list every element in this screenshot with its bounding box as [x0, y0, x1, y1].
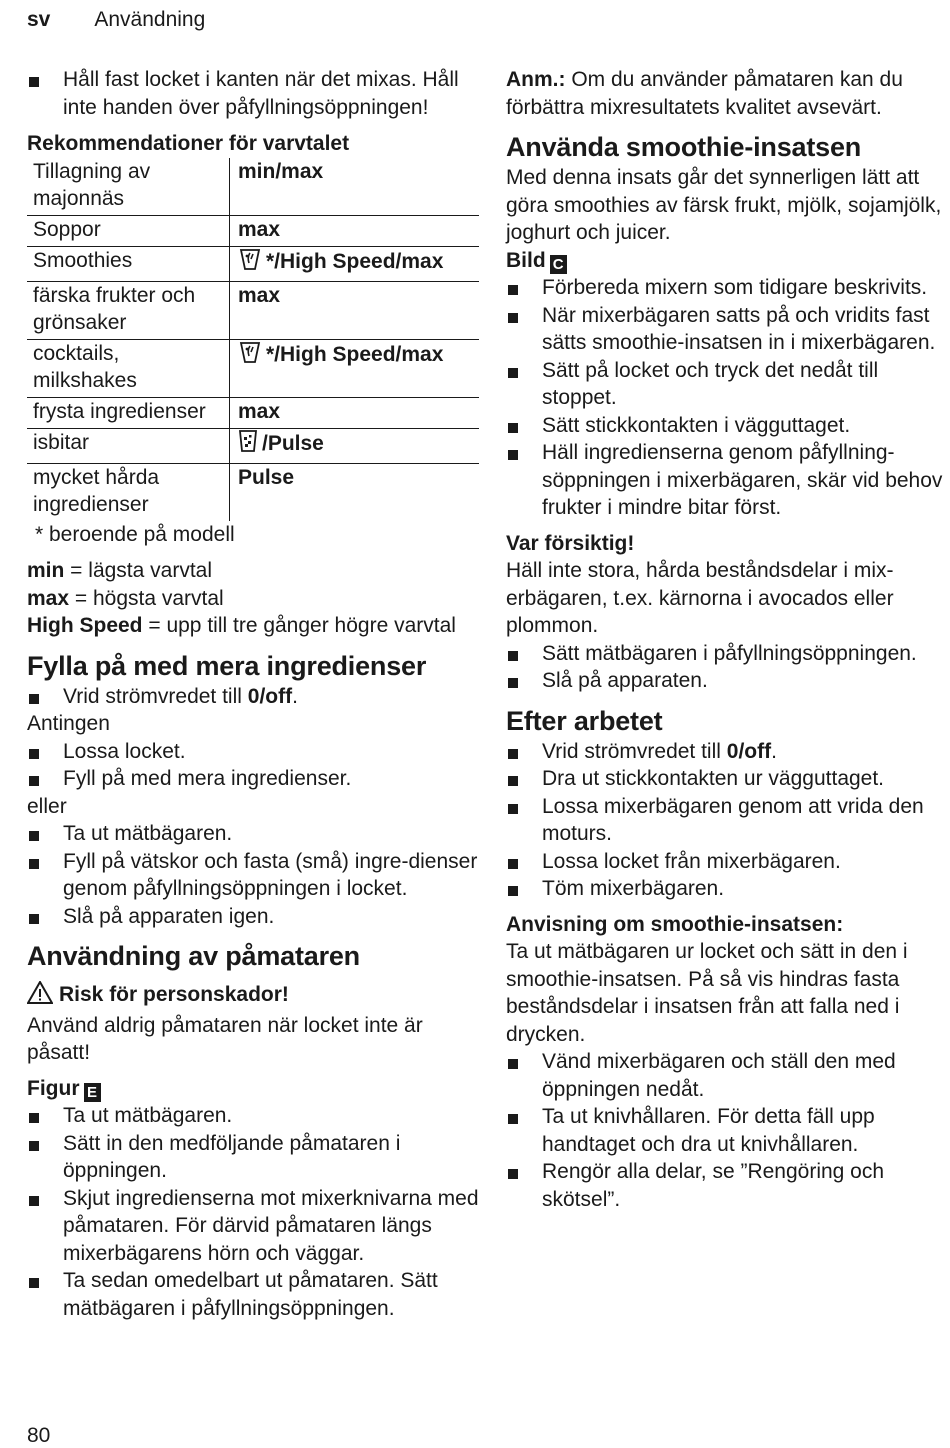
language-code: sv	[27, 8, 51, 31]
speed-setting-text: */High Speed/max	[266, 249, 444, 273]
list-item: Töm mixerbägaren.	[506, 875, 950, 903]
left-column	[27, 66, 479, 1322]
fill-more-heading: Fylla på med mera ingredienser	[27, 650, 427, 681]
list-item: Ta ut knivhållaren. För detta fäll upp handtaget och dra ut knivhållaren.	[506, 1103, 950, 1158]
list-item: Dra ut stickkontakten ur vägguttaget.	[506, 765, 950, 793]
ice-crush-icon	[238, 429, 258, 460]
speed-setting-cell	[230, 158, 480, 216]
speed-setting-text: max	[238, 283, 281, 307]
recommendations-heading: Rekommendationer för varvtalet	[27, 132, 350, 155]
page-number: 80	[27, 1424, 51, 1447]
list-item: Ta ut mätbägaren.	[27, 820, 479, 848]
speed-table-row	[27, 339, 479, 397]
speed-table-row	[27, 428, 479, 463]
food-type-cell: frysta ingredienser	[27, 397, 230, 428]
caution-steps	[506, 640, 950, 695]
list-item: Förbereda mixern som tidigare beskrivits.	[506, 274, 950, 302]
food-type-cell: Tillagning av majonnäs	[27, 158, 230, 216]
smoothie-glass-icon	[238, 247, 262, 278]
smoothie-steps	[506, 274, 950, 522]
speed-table-row	[27, 246, 479, 281]
food-type-cell: isbitar	[27, 428, 230, 463]
speed-setting-cell	[230, 246, 480, 281]
hint-text: Ta ut mätbägaren ur locket och sätt in den i smoothie-insatsen. På så vis hindras fasta beståndsdelar i insatsen från att falla ned i drycken.	[506, 940, 908, 1046]
paragraph: Antingen	[27, 712, 110, 735]
list-item: Sätt in den medföljande påmataren i öppningen.	[27, 1130, 479, 1185]
smoothie-glass-icon	[238, 340, 262, 371]
food-type-cell: Smoothies	[27, 246, 230, 281]
figure-letter-badge: E	[84, 1083, 101, 1102]
list-item: Lossa locket från mixerbägaren.	[506, 848, 950, 876]
list-item: Häll ingredienserna genom påfyllning-söppningen i mixerbägaren, skär vid behov frukter i mindre bitar först.	[506, 439, 950, 522]
list-item: Sätt stickkontakten i vägguttaget.	[506, 412, 950, 440]
note: Anm.: Om du använder påmataren kan du förbättra mixresultatets kvalitet avsevärt.	[506, 68, 903, 119]
list-item: Slå på apparaten.	[506, 667, 950, 695]
list-item: Lossa mixerbägaren genom att vrida den moturs.	[506, 793, 950, 848]
page-header	[27, 6, 205, 34]
speed-setting-text: /Pulse	[262, 431, 324, 455]
list-item: Vrid strömvredet till 0/off.	[27, 683, 479, 711]
speed-table	[27, 158, 479, 521]
list-item: Ta ut mätbägaren.	[27, 1102, 479, 1130]
feeder-steps	[27, 1102, 479, 1322]
food-type-cell: mycket hårda ingredienser	[27, 463, 230, 521]
speed-setting-cell	[230, 339, 480, 397]
list-item: Sätt mätbägaren i påfyllningsöppningen.	[506, 640, 950, 668]
list-item: Sätt på locket och tryck det nedåt till stoppet.	[506, 357, 950, 412]
hint-heading: Anvisning om smoothie-insatsen:	[506, 912, 844, 936]
figure-label: Figur E	[27, 1075, 479, 1103]
list-item: Fyll på vätskor och fasta (små) ingre-dienser genom påfyllningsöppningen i locket.	[27, 848, 479, 903]
figure-label: Bild C	[506, 247, 950, 275]
caution-heading: Var försiktig!	[506, 531, 635, 555]
speed-setting-text: */High Speed/max	[266, 342, 444, 366]
speed-table-row	[27, 281, 479, 339]
speed-setting-cell	[230, 215, 480, 246]
smoothie-heading: Använda smoothie-insatsen	[506, 132, 862, 162]
right-column	[506, 66, 950, 1213]
caution-text: Häll inte stora, hårda beståndsdelar i mix-erbägaren, t.ex. kärnorna i avocados eller plommon.	[506, 559, 894, 637]
smoothie-intro: Med denna insats går det synnerligen lätt att göra smoothies av färsk frukt, mjölk, sojamjölk, joghurt och juicer.	[506, 166, 942, 244]
legend-item: max = högsta varvtal	[27, 586, 224, 610]
list-item: Skjut ingredienserna mot mixerknivarna med påmataren. För därvid påmataren längs mixerbägarens hörn och väggar.	[27, 1185, 479, 1268]
risk-text: Använd aldrig påmataren när locket inte är påsatt!	[27, 1013, 423, 1064]
list-item: Vänd mixerbägaren och ställ den med öppningen nedåt.	[506, 1048, 950, 1103]
list-item: Rengör alla delar, se ”Rengöring och skötsel”.	[506, 1158, 950, 1213]
risk-heading: Risk för personskador!	[27, 981, 479, 1012]
food-type-cell: färska frukter och grönsaker	[27, 281, 230, 339]
legend-item: min = lägsta varvtal	[27, 559, 212, 582]
speed-setting-text: max	[238, 217, 281, 241]
speed-setting-cell	[230, 463, 480, 521]
list-item: När mixerbägaren satts på och vridits fast sätts smoothie-insatsen in i mixerbägaren.	[506, 302, 950, 357]
list-item: Håll fast locket i kanten när det mixas. Håll inte handen över påfyllningsöppningen!	[27, 66, 479, 121]
warning-triangle-icon	[27, 981, 53, 1012]
list-item: Ta sedan omedelbart ut påmataren. Sätt mätbägaren i påfyllningsöppningen.	[27, 1267, 479, 1322]
speed-setting-text: max	[238, 399, 281, 423]
speed-table-row	[27, 463, 479, 521]
legend-item: High Speed = upp till tre gånger högre varvtal	[27, 614, 456, 637]
section-title: Användning	[94, 8, 206, 31]
food-type-cell: cocktails, milkshakes	[27, 339, 230, 397]
speed-table-row	[27, 215, 479, 246]
paragraph: eller	[27, 794, 67, 818]
feeder-heading: Användning av påmataren	[27, 941, 360, 971]
speed-setting-cell	[230, 428, 480, 463]
speed-setting-text: min/max	[238, 159, 324, 183]
hint-steps	[506, 1048, 950, 1213]
list-item: Fyll på med mera ingredienser.	[27, 765, 479, 793]
after-use-heading: Efter arbetet	[506, 705, 663, 736]
figure-letter-badge: C	[550, 255, 567, 274]
after-use-steps	[506, 765, 950, 903]
food-type-cell: Soppor	[27, 215, 230, 246]
speed-table-row	[27, 397, 479, 428]
speed-table-row	[27, 158, 479, 216]
list-item: Lossa locket.	[27, 738, 479, 766]
speed-setting-cell	[230, 397, 480, 428]
list-item: Slå på apparaten igen.	[27, 903, 479, 931]
footnote: * beroende på modell	[35, 522, 235, 546]
speed-setting-cell	[230, 281, 480, 339]
list-item: Vrid strömvredet till 0/off.	[506, 738, 950, 766]
speed-setting-text: Pulse	[238, 465, 295, 489]
